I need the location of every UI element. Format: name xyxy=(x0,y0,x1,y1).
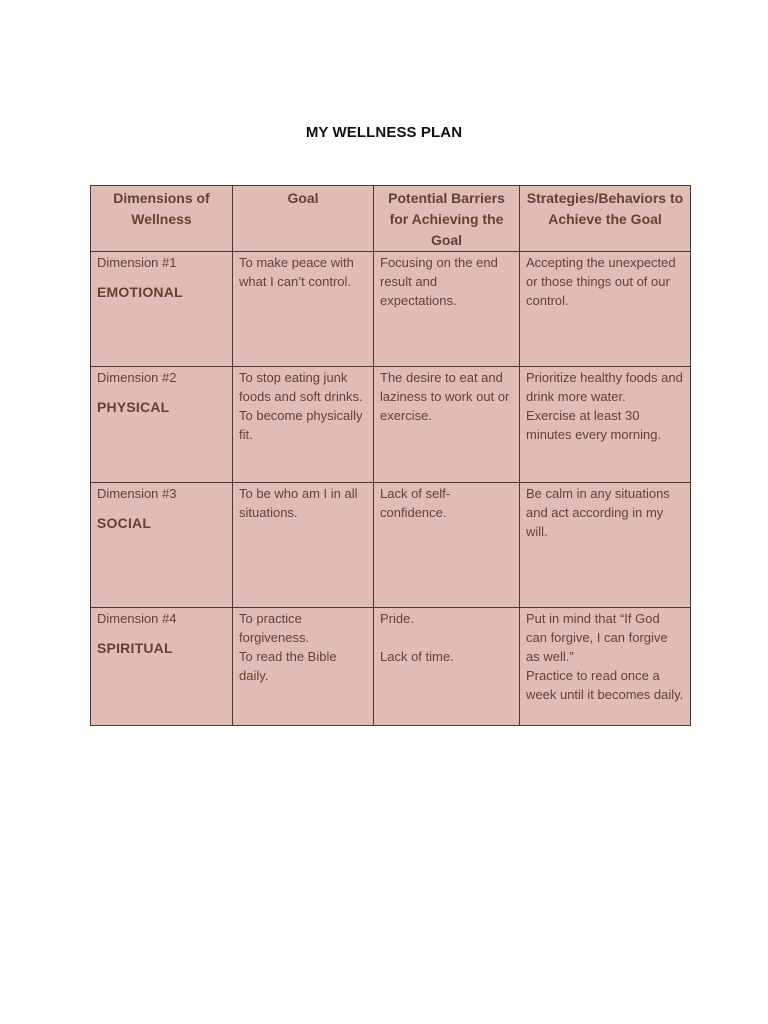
table-row xyxy=(91,367,691,483)
table-row xyxy=(91,252,691,367)
dimension-name: EMOTIONAL xyxy=(97,284,183,300)
goal-text: To become physically fit. xyxy=(239,408,363,442)
barrier-text: Lack of self-confidence. xyxy=(380,486,451,520)
strategy-text: Be calm in any situations and act according in my will. xyxy=(526,486,670,539)
dimension-name: SPIRITUAL xyxy=(97,640,173,656)
table-header-row xyxy=(91,186,691,252)
goal-cell xyxy=(233,367,374,483)
goal-text: To practice forgiveness. xyxy=(239,611,310,645)
barriers-cell xyxy=(374,252,520,367)
page-title: MY WELLNESS PLAN xyxy=(305,124,463,141)
barrier-text: Focusing on the end result and expectations. xyxy=(380,255,498,308)
table-row xyxy=(91,608,691,726)
dimension-cell xyxy=(91,483,233,608)
strategy-text: Put in mind that “If God can forgive, I can forgive as well.” xyxy=(526,611,668,664)
line-spacer xyxy=(380,628,513,647)
goal-text: To stop eating junk foods and soft drinks. xyxy=(239,370,363,404)
barriers-cell xyxy=(374,483,520,608)
goal-cell xyxy=(233,608,374,726)
dimension-name: SOCIAL xyxy=(97,515,152,531)
strategies-cell xyxy=(520,483,691,608)
header-goal: Goal xyxy=(233,186,374,252)
goal-cell xyxy=(233,483,374,608)
wellness-plan-table xyxy=(90,185,691,726)
barrier-text: Lack of time. xyxy=(380,649,454,664)
barrier-text: Pride. xyxy=(380,611,414,626)
strategy-text: Prioritize healthy foods and drink more water. xyxy=(526,370,683,404)
barriers-cell xyxy=(374,367,520,483)
barriers-cell xyxy=(374,608,520,726)
strategy-text: Exercise at least 30 minutes every morning. xyxy=(526,408,662,442)
dimension-label: Dimension #2 xyxy=(97,370,177,385)
dimension-cell xyxy=(91,252,233,367)
header-barriers: Potential Barriers for Achieving the Goal xyxy=(374,186,520,252)
goal-cell xyxy=(233,252,374,367)
header-dimensions: Dimensions of Wellness xyxy=(91,186,233,252)
goal-text: To be who am I in all situations. xyxy=(239,486,358,520)
dimension-label: Dimension #3 xyxy=(97,486,177,501)
dimension-cell xyxy=(91,367,233,483)
dimension-cell xyxy=(91,608,233,726)
goal-text: To read the Bible daily. xyxy=(239,649,337,683)
strategies-cell xyxy=(520,252,691,367)
dimension-label: Dimension #1 xyxy=(97,255,177,270)
strategies-cell xyxy=(520,608,691,726)
goal-text: To make peace with what I can’t control. xyxy=(239,255,354,289)
strategy-text: Practice to read once a week until it becomes daily. xyxy=(526,668,684,702)
dimension-label: Dimension #4 xyxy=(97,611,177,626)
strategy-text: Accepting the unexpected or those things out of our control. xyxy=(526,255,676,308)
header-strategies: Strategies/Behaviors to Achieve the Goal xyxy=(520,186,691,252)
table-row xyxy=(91,483,691,608)
strategies-cell xyxy=(520,367,691,483)
barrier-text: The desire to eat and laziness to work out or exercise. xyxy=(380,370,510,423)
dimension-name: PHYSICAL xyxy=(97,399,170,415)
